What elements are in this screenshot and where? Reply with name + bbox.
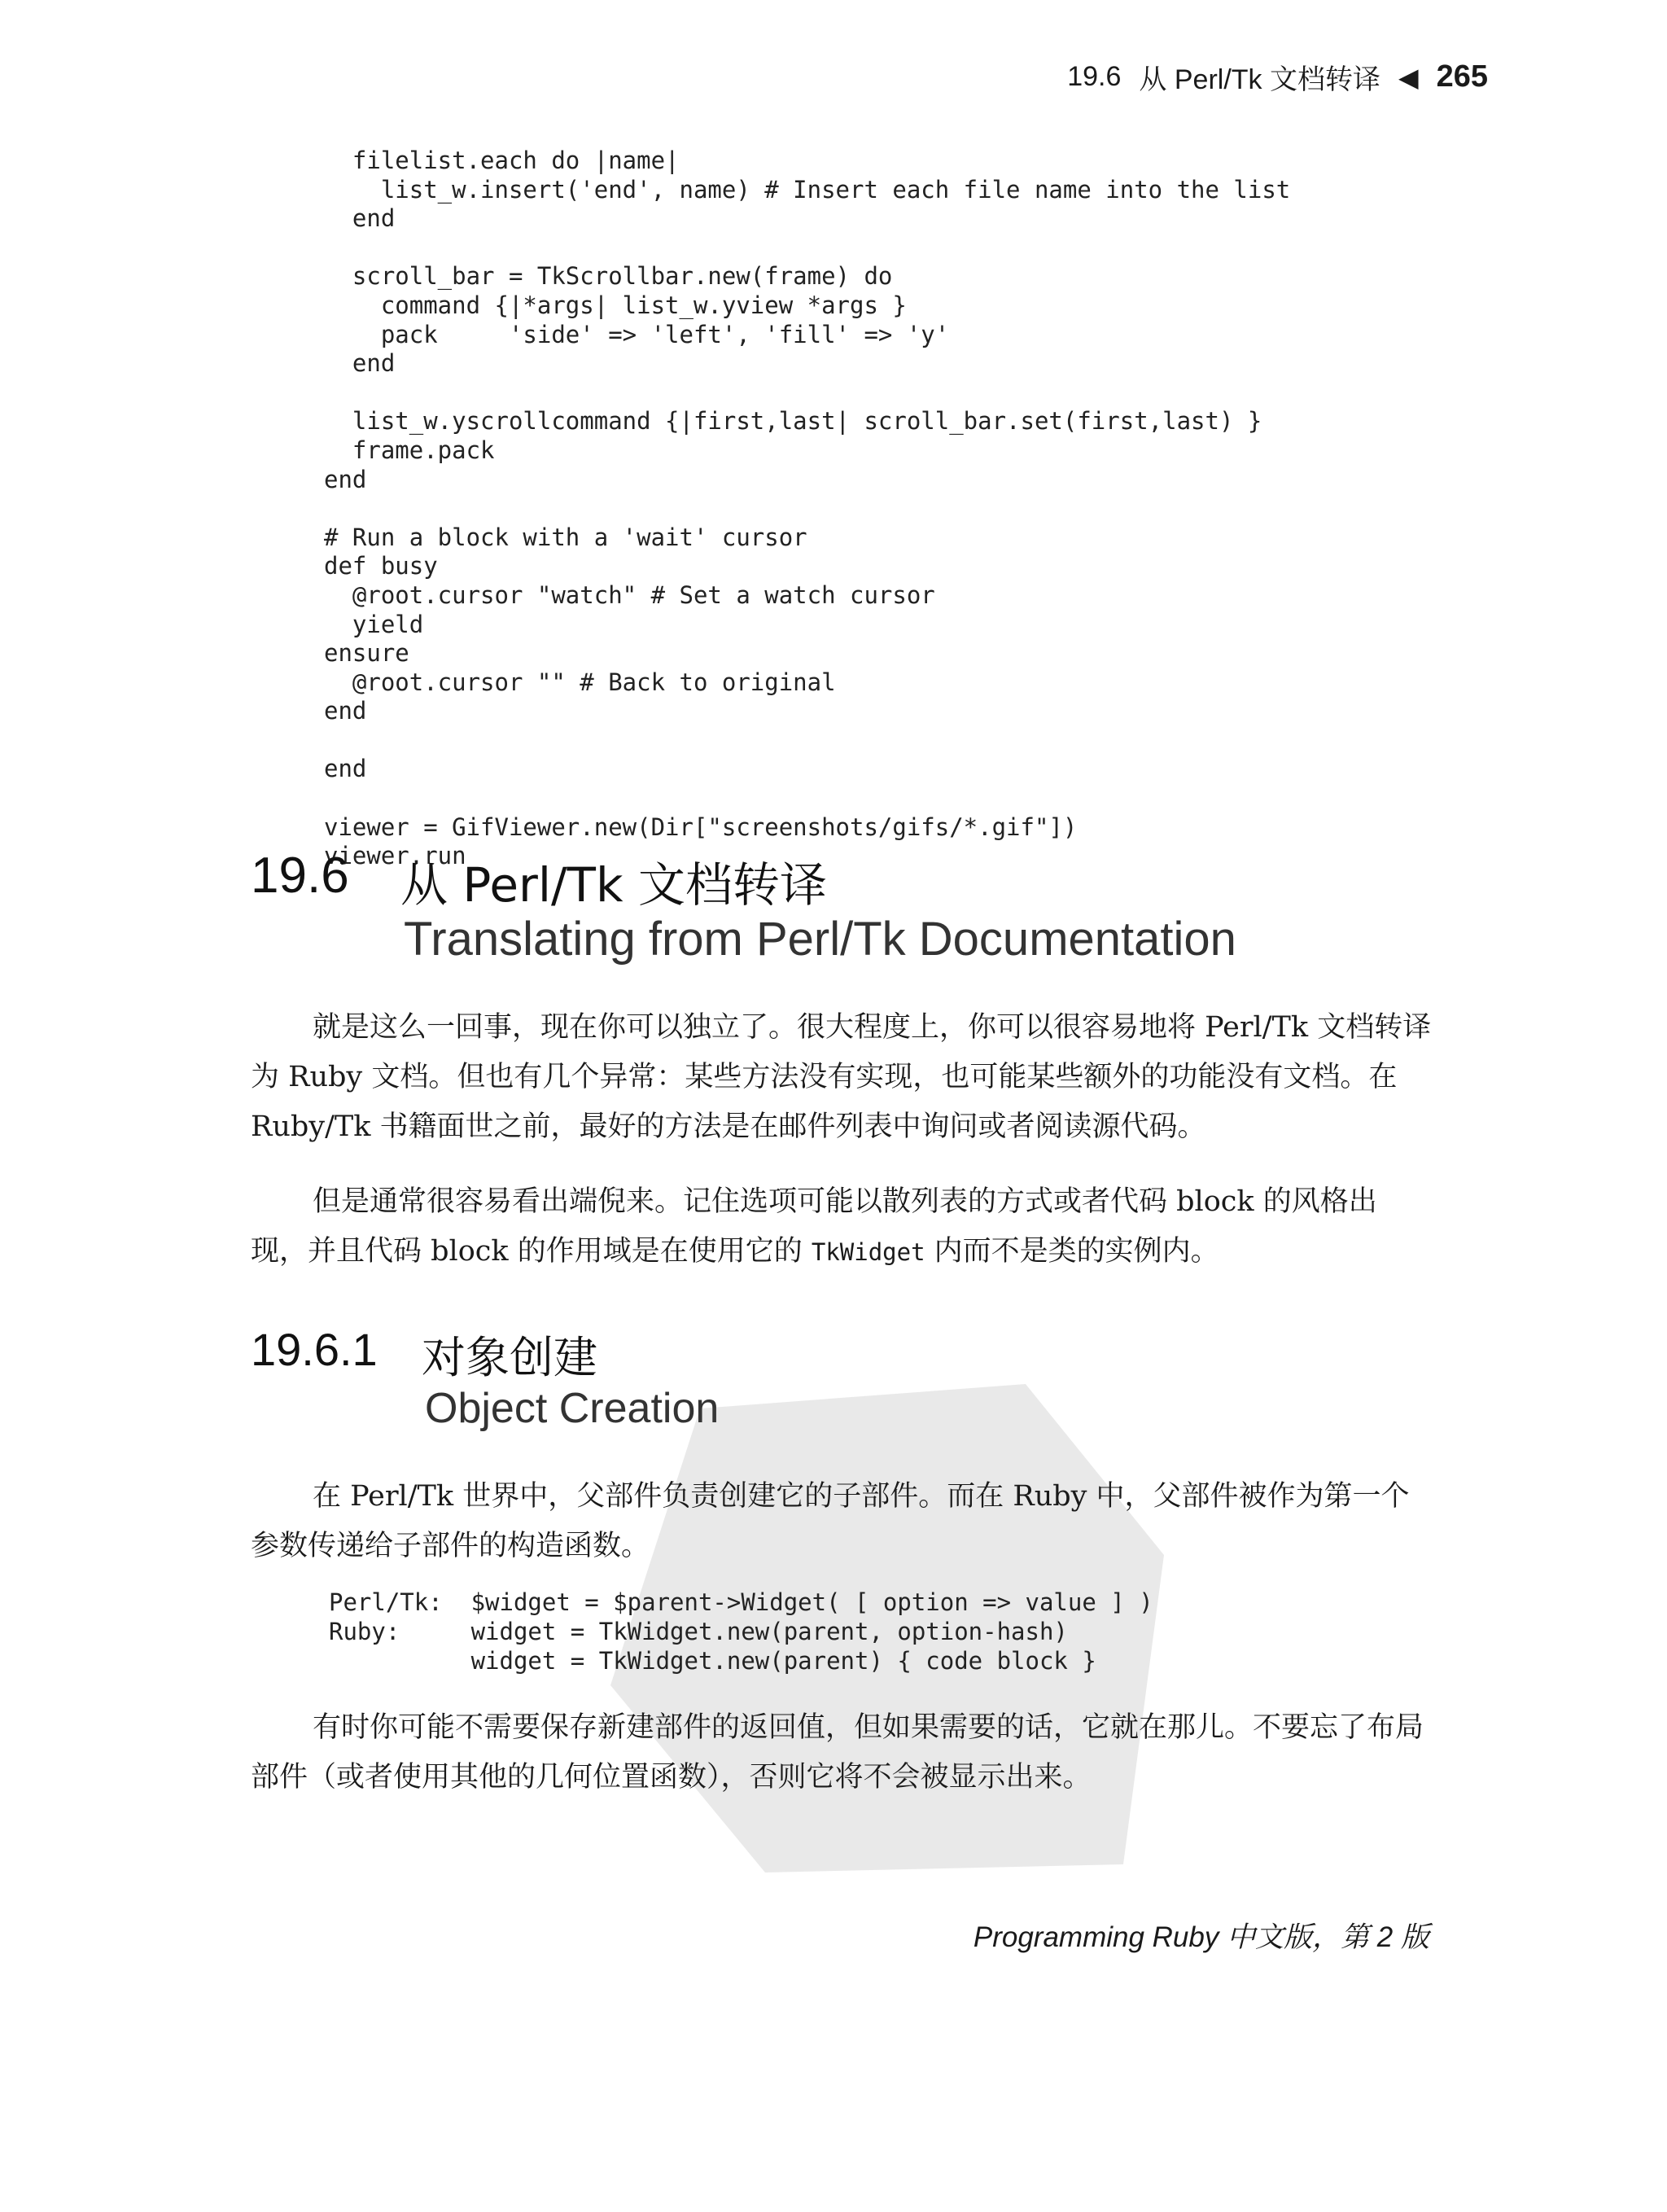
paragraph-text: 但是通常很容易看出端倪来。记住选项可能以散列表的方式或者代码 block 的风格出现，并且代码 block 的作用域是在使用它的 [251,1185,1377,1268]
section-number: 19.6 [251,848,349,904]
paragraph-text: 内而不是类的实例内。 [925,1235,1219,1268]
paragraph: 就是这么一回事，现在你可以独立了。很大程度上，你可以很容易地将 Perl/Tk 文档转译为 Ruby 文档。但也有几个异常：某些方法没有实现，也可能某些额外的功能没有文档。在 Ruby/Tk 书籍面世之前，最好的方法是在邮件列表中询问或者阅读源代码。 [251,1011,1432,1143]
code-snippet: Perl/Tk: $widget = $parent->Widget( [ option => value ] ) Ruby: widget = TkWidget.new(parent, option-hash) widget = TkWidget.new(parent) { code block } [329,1588,1153,1675]
subsection-number: 19.6.1 [251,1324,378,1375]
paragraph: 在 Perl/Tk 世界中，父部件负责创建它的子部件。而在 Ruby 中，父部件被作为第一个参数传递给子部件的构造函数。 [251,1480,1410,1562]
code-listing: filelist.each do |name| list_w.insert('end', name) # Insert each file name into the list end scroll_bar = TkScrollbar.new(frame) do command {|*args| list_w.yview *args } pack 'side' => 'left', 'fill' => 'y' end list_w.yscrollcommand {|first,last| scroll_bar.set(first,last) } frame.pack end # Run a block with a 'wait' cursor def busy @root.cursor "watch" # Set a watch cursor yield ensure @root.cursor "" # Back to original end end viewer = GifViewer.new(Dir["screenshots/gifs/*.gif"]) viewer.run [324,147,1291,870]
section-title-cn: 从 Perl/Tk 文档转译 [400,857,827,913]
header-section-number: 19.6 [1067,61,1122,92]
page-number: 265 [1436,59,1488,94]
paragraph: 有时你可能不需要保存新建部件的返回值，但如果需要的话，它就在那儿。不要忘了布局部件（或者使用其他的几何位置函数），否则它将不会被显示出来。 [251,1711,1424,1794]
section-title-en: Translating from Perl/Tk Documentation [404,913,1236,966]
paragraph [251,1177,1433,1277]
running-header [1067,57,1488,97]
arrow-left-icon: ◀ [1398,62,1419,92]
subsection-title-cn: 对象创建 [422,1332,597,1383]
inline-code: TkWidget [811,1238,925,1266]
header-section-title: 从 Perl/Tk 文档转译 [1139,64,1380,95]
page-footer: Programming Ruby 中文版，第 2 版 [973,1921,1429,1953]
subsection-title-en: Object Creation [425,1385,720,1432]
